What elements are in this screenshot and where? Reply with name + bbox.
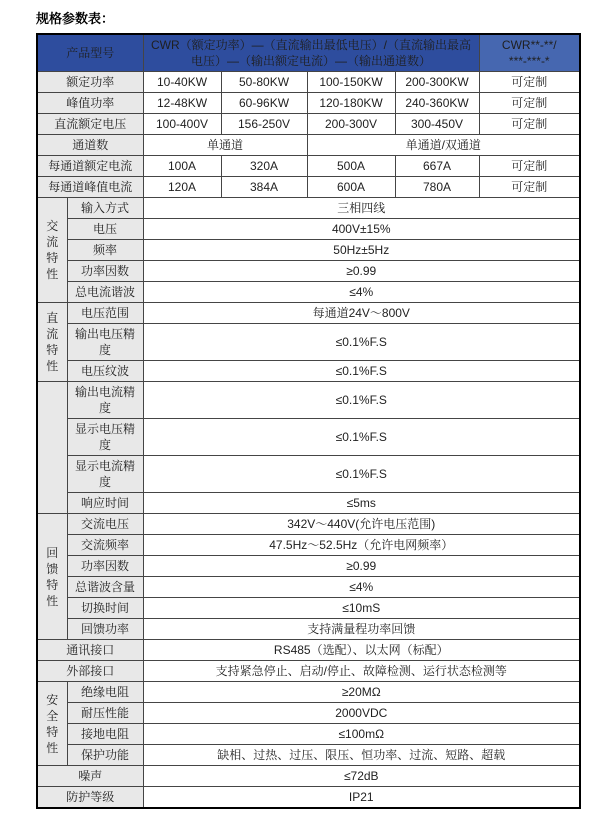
header-custom-model-line1: CWR**-**/	[501, 38, 557, 52]
row-value: 342V～440V(允许电压范围)	[143, 514, 580, 535]
table-row-display-current-accuracy	[37, 456, 580, 493]
row-label: 频率	[67, 240, 143, 261]
row-label: 每通道峰值电流	[37, 177, 143, 198]
row-value: ≥0.99	[143, 556, 580, 577]
row-value: 120-180KW	[307, 93, 395, 114]
table-row-rated-current	[37, 156, 580, 177]
row-value: 200-300V	[307, 114, 395, 135]
row-label: 显示电流精度	[67, 456, 143, 493]
table-row-output-current-accuracy	[37, 382, 580, 419]
row-label: 切换时间	[67, 598, 143, 619]
table-row-channels	[37, 135, 580, 156]
table-row-ac-frequency	[37, 240, 580, 261]
row-value: 100-150KW	[307, 72, 395, 93]
row-value: 单通道/双通道	[307, 135, 580, 156]
table-row-dc-output-voltage-accuracy	[37, 324, 580, 361]
row-label: 功率因数	[67, 556, 143, 577]
row-value: 10-40KW	[143, 72, 221, 93]
section-label-empty	[37, 382, 67, 514]
row-value: 可定制	[479, 177, 580, 198]
section-label-feedback: 回馈特性	[37, 514, 67, 640]
row-value: 780A	[395, 177, 479, 198]
table-row-ac-current-harmonics	[37, 282, 580, 303]
row-value: ≤0.1%F.S	[143, 419, 580, 456]
table-row-fb-switch-time	[37, 598, 580, 619]
row-value: 可定制	[479, 114, 580, 135]
row-value: 60-96KW	[221, 93, 307, 114]
row-label: 额定功率	[37, 72, 143, 93]
row-value: 缺相、过热、过压、限压、恒功率、过流、短路、超载	[143, 745, 580, 766]
row-label: 直流额定电压	[37, 114, 143, 135]
row-label: 每通道额定电流	[37, 156, 143, 177]
row-value: ≤0.1%F.S	[143, 361, 580, 382]
row-value: ≤0.1%F.S	[143, 382, 580, 419]
header-custom-model	[479, 34, 580, 72]
row-label: 响应时间	[67, 493, 143, 514]
table-row-fb-thd	[37, 577, 580, 598]
row-value: IP21	[143, 787, 580, 809]
row-value: ≥20MΩ	[143, 682, 580, 703]
row-label: 输出电压精度	[67, 324, 143, 361]
table-row-dc-voltage-ripple	[37, 361, 580, 382]
row-value: 47.5Hz～52.5Hz（允许电网频率）	[143, 535, 580, 556]
table-row-insulation-resistance	[37, 682, 580, 703]
row-label: 电压	[67, 219, 143, 240]
row-value: 50-80KW	[221, 72, 307, 93]
row-label: 保护功能	[67, 745, 143, 766]
row-value: ≤4%	[143, 282, 580, 303]
header-model-format: CWR（额定功率）—（直流输出最低电压）/（直流输出最高电压）—（输出额定电流）—（输出通道数）	[143, 34, 479, 72]
row-value: 可定制	[479, 93, 580, 114]
row-value: 单通道	[143, 135, 307, 156]
row-label: 显示电压精度	[67, 419, 143, 456]
row-label: 输入方式	[67, 198, 143, 219]
table-row-dc-rated-voltage	[37, 114, 580, 135]
table-row-dc-voltage-range	[37, 303, 580, 324]
row-value: 320A	[221, 156, 307, 177]
table-row-peak-current	[37, 177, 580, 198]
row-value: 300-450V	[395, 114, 479, 135]
row-value: RS485（选配）、以太网（标配）	[143, 640, 580, 661]
table-row-comm-interface	[37, 640, 580, 661]
table-row-ac-input-mode	[37, 198, 580, 219]
row-value: ≤72dB	[143, 766, 580, 787]
row-label: 外部接口	[37, 661, 143, 682]
row-value: ≤10mS	[143, 598, 580, 619]
row-value: 240-360KW	[395, 93, 479, 114]
page-title: 规格参数表：	[36, 11, 115, 26]
table-row-peak-power	[37, 93, 580, 114]
row-value: 每通道24V～800V	[143, 303, 580, 324]
row-value: 200-300KW	[395, 72, 479, 93]
row-label: 功率因数	[67, 261, 143, 282]
header-custom-model-line2: ***-***-*	[508, 54, 550, 68]
row-value: 156-250V	[221, 114, 307, 135]
table-row-fb-power	[37, 619, 580, 640]
table-header-row	[37, 34, 580, 72]
row-label: 通讯接口	[37, 640, 143, 661]
section-label-dc: 直流特性	[37, 303, 67, 382]
row-label: 输出电流精度	[67, 382, 143, 419]
row-value: 50Hz±5Hz	[143, 240, 580, 261]
table-row-fb-ac-frequency	[37, 535, 580, 556]
row-value: 12-48KW	[143, 93, 221, 114]
row-value: ≤0.1%F.S	[143, 324, 580, 361]
spec-table	[36, 33, 581, 809]
header-product-model: 产品型号	[37, 34, 143, 72]
table-row-noise	[37, 766, 580, 787]
row-value: 384A	[221, 177, 307, 198]
row-value: ≤100mΩ	[143, 724, 580, 745]
row-label: 电压纹波	[67, 361, 143, 382]
table-row-display-voltage-accuracy	[37, 419, 580, 456]
row-label: 通道数	[37, 135, 143, 156]
row-value: 2000VDC	[143, 703, 580, 724]
table-row-protection-functions	[37, 745, 580, 766]
row-value: 支持紧急停止、启动/停止、故障检测、运行状态检测等	[143, 661, 580, 682]
row-label: 交流电压	[67, 514, 143, 535]
row-label: 电压范围	[67, 303, 143, 324]
row-value: ≥0.99	[143, 261, 580, 282]
row-value: 120A	[143, 177, 221, 198]
table-row-rated-power	[37, 72, 580, 93]
table-row-response-time	[37, 493, 580, 514]
row-value: 可定制	[479, 72, 580, 93]
table-row-fb-power-factor	[37, 556, 580, 577]
row-value: ≤5ms	[143, 493, 580, 514]
table-row-withstand-voltage	[37, 703, 580, 724]
row-value: 100-400V	[143, 114, 221, 135]
table-row-ip-grade	[37, 787, 580, 809]
row-label: 总电流谐波	[67, 282, 143, 303]
row-label: 总谐波含量	[67, 577, 143, 598]
row-value: 可定制	[479, 156, 580, 177]
row-label: 绝缘电阻	[67, 682, 143, 703]
row-value: 400V±15%	[143, 219, 580, 240]
row-value: 100A	[143, 156, 221, 177]
table-row-ground-resistance	[37, 724, 580, 745]
row-label: 交流频率	[67, 535, 143, 556]
row-value: 600A	[307, 177, 395, 198]
row-value: ≤4%	[143, 577, 580, 598]
row-label: 峰值功率	[37, 93, 143, 114]
row-label: 防护等级	[37, 787, 143, 809]
row-value: ≤0.1%F.S	[143, 456, 580, 493]
row-label: 回馈功率	[67, 619, 143, 640]
row-value: 667A	[395, 156, 479, 177]
row-label: 接地电阻	[67, 724, 143, 745]
table-row-ac-power-factor	[37, 261, 580, 282]
row-label: 噪声	[37, 766, 143, 787]
row-value: 三相四线	[143, 198, 580, 219]
row-label: 耐压性能	[67, 703, 143, 724]
section-label-ac: 交流特性	[37, 198, 67, 303]
table-row-external-interface	[37, 661, 580, 682]
section-label-safety: 安全特性	[37, 682, 67, 766]
table-row-fb-ac-voltage	[37, 514, 580, 535]
row-value: 500A	[307, 156, 395, 177]
table-row-ac-voltage	[37, 219, 580, 240]
row-value: 支持满量程功率回馈	[143, 619, 580, 640]
